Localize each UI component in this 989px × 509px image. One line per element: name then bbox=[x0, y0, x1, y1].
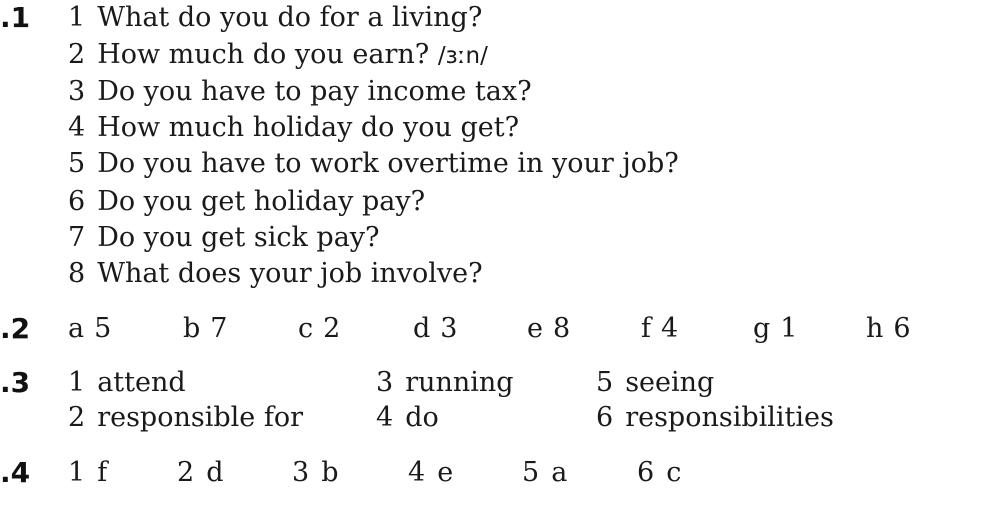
answer-value: 5 bbox=[94, 313, 112, 344]
question-text: Do you get holiday pay? bbox=[97, 186, 426, 217]
question-2 bbox=[68, 39, 488, 72]
match-3 bbox=[292, 457, 338, 489]
question-number: 4 bbox=[68, 112, 86, 143]
match-6 bbox=[637, 457, 681, 489]
question-6 bbox=[68, 186, 425, 218]
match-5 bbox=[522, 457, 567, 489]
question-1 bbox=[68, 2, 482, 34]
answer-h bbox=[866, 313, 911, 345]
answer-letter: g bbox=[753, 313, 771, 344]
section-4-label: .4 bbox=[0, 456, 31, 489]
question-text: How much holiday do you get? bbox=[97, 112, 520, 143]
question-text: Do you have to pay income tax? bbox=[97, 76, 532, 107]
match-number: 3 bbox=[292, 457, 310, 488]
match-4 bbox=[408, 457, 453, 489]
match-1 bbox=[68, 457, 107, 489]
question-text: What do you do for a living? bbox=[97, 2, 483, 33]
question-text: Do you have to work overtime in your job? bbox=[97, 148, 679, 179]
question-8 bbox=[68, 258, 483, 290]
question-text: How much do you earn? bbox=[97, 39, 430, 70]
answer-value: 4 bbox=[661, 313, 679, 344]
match-number: 6 bbox=[637, 457, 655, 488]
answer-value: 3 bbox=[440, 313, 458, 344]
answer-letter: b bbox=[183, 313, 201, 344]
question-number: 6 bbox=[68, 186, 86, 217]
match-number: 5 bbox=[522, 457, 540, 488]
question-number: 5 bbox=[68, 148, 86, 179]
word-4 bbox=[376, 402, 439, 434]
question-number: 1 bbox=[68, 2, 86, 33]
match-number: 4 bbox=[408, 457, 426, 488]
pronunciation: /ɜːn/ bbox=[437, 43, 488, 69]
section-2-label: .2 bbox=[0, 312, 31, 345]
match-value: c bbox=[666, 457, 682, 488]
word-number: 5 bbox=[596, 367, 614, 398]
match-2 bbox=[177, 457, 223, 489]
answer-value: 2 bbox=[323, 313, 341, 344]
match-number: 2 bbox=[177, 457, 195, 488]
word-5 bbox=[596, 367, 714, 399]
answer-d bbox=[413, 313, 457, 345]
word-text: responsibilities bbox=[625, 402, 834, 433]
match-value: e bbox=[437, 457, 454, 488]
question-number: 7 bbox=[68, 222, 86, 253]
word-text: attend bbox=[97, 367, 186, 398]
question-4 bbox=[68, 112, 519, 144]
answer-c bbox=[298, 313, 340, 345]
word-text: do bbox=[405, 402, 439, 433]
question-7 bbox=[68, 222, 380, 254]
word-text: running bbox=[405, 367, 514, 398]
question-text: Do you get sick pay? bbox=[97, 222, 380, 253]
match-value: a bbox=[551, 457, 568, 488]
question-number: 3 bbox=[68, 76, 86, 107]
answer-f bbox=[641, 313, 678, 345]
section-3-label: .3 bbox=[0, 366, 31, 399]
answer-value: 1 bbox=[780, 313, 798, 344]
match-value: f bbox=[97, 457, 108, 488]
question-5 bbox=[68, 148, 679, 180]
section-1-label: .1 bbox=[0, 1, 31, 34]
answer-letter: h bbox=[866, 313, 884, 344]
word-number: 2 bbox=[68, 402, 86, 433]
answer-value: 6 bbox=[893, 313, 911, 344]
question-3 bbox=[68, 76, 532, 108]
match-number: 1 bbox=[68, 457, 86, 488]
answer-letter: a bbox=[68, 313, 85, 344]
word-3 bbox=[376, 367, 514, 399]
word-number: 6 bbox=[596, 402, 614, 433]
question-text: What does your job involve? bbox=[97, 258, 483, 289]
answer-e bbox=[527, 313, 570, 345]
answer-letter: f bbox=[641, 313, 651, 344]
word-number: 4 bbox=[376, 402, 394, 433]
answer-letter: c bbox=[298, 313, 314, 344]
word-number: 3 bbox=[376, 367, 394, 398]
question-number: 8 bbox=[68, 258, 86, 289]
word-number: 1 bbox=[68, 367, 86, 398]
match-value: b bbox=[321, 457, 339, 488]
word-2 bbox=[68, 402, 303, 434]
answer-a bbox=[68, 313, 111, 345]
match-value: d bbox=[206, 457, 224, 488]
answer-letter: e bbox=[527, 313, 543, 344]
answer-g bbox=[753, 313, 797, 345]
answer-b bbox=[183, 313, 227, 345]
question-number: 2 bbox=[68, 39, 86, 70]
word-6 bbox=[596, 402, 834, 434]
answer-letter: d bbox=[413, 313, 431, 344]
word-text: seeing bbox=[625, 367, 715, 398]
word-1 bbox=[68, 367, 186, 399]
answer-value: 8 bbox=[552, 313, 571, 344]
answer-value: 7 bbox=[210, 313, 228, 344]
word-text: responsible for bbox=[97, 402, 303, 433]
